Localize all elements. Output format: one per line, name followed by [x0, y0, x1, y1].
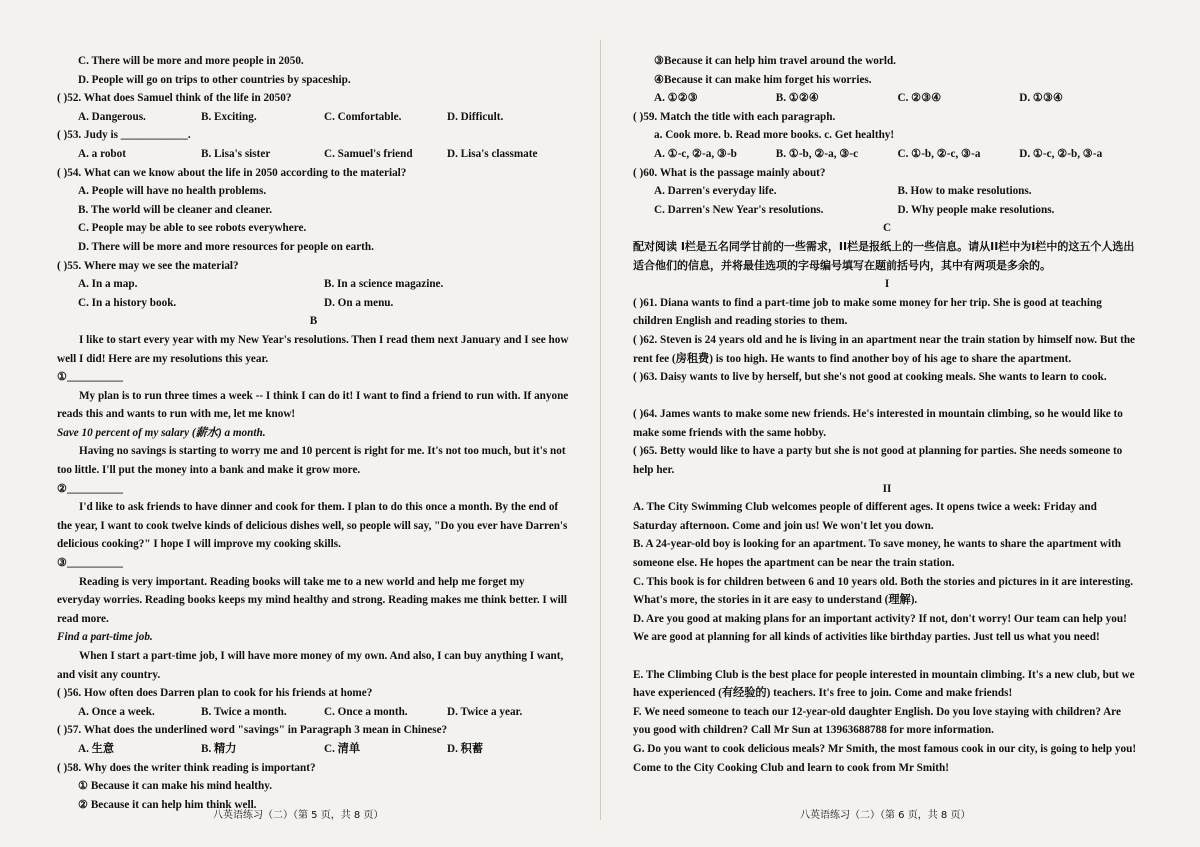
answer-option: A. ①-c, ②-a, ③-b — [654, 147, 737, 160]
answer-option: A. ①②③ — [654, 92, 698, 105]
answer-option: D. ①-c, ②-b, ③-a — [1019, 147, 1103, 160]
answer-option: B. How to make resolutions. — [897, 185, 1032, 198]
answer-options-row — [57, 275, 570, 294]
answer-option: B. In a science magazine. — [324, 278, 444, 291]
answer-options-row — [633, 145, 1141, 164]
text-line: D. Are you good at making plans for an important activity? If not, don't worry! Our team can help you! We are good at planning for all kinds of activities like birthday parties. Just tell us what you need! — [633, 612, 1127, 644]
answer-option: C. ①-b, ②-c, ③-a — [897, 147, 981, 160]
answer-option: C. ②③④ — [897, 92, 942, 105]
text-line: C — [882, 222, 892, 235]
text-line: A. The City Swimming Club welcomes people of different ages. It opens twice a week: Friday and Saturday afternoon. Come and join us! We won't let you down. — [633, 501, 1097, 532]
text-line: ② Because it can help him think well. — [78, 798, 257, 811]
answer-options-row — [633, 182, 1141, 201]
text-line: Save 10 percent of my salary (薪水) a month. — [57, 426, 266, 439]
answer-options-row — [57, 145, 570, 164]
answer-option: D. Lisa's classmate — [447, 147, 538, 160]
answer-option: A. Darren's everyday life. — [654, 185, 777, 198]
text-line: 配对阅读 I栏是五名同学甘前的一些需求，II栏是报纸上的一些信息。请从II栏中为I栏中的这五个人选出适合他们的信息，并将最佳选项的字母编号填写在题前括号内，其中有两项是多余的。 — [633, 239, 1135, 272]
text-line: a. Cook more. b. Read more books. c. Get healthy! — [654, 129, 895, 142]
text-line: ( )63. Daisy wants to live by herself, but she's not good at cooking meals. She wants to learn to cook. — [633, 371, 1107, 384]
answer-options-row — [57, 703, 570, 722]
text-line: ( )53. Judy is ____________. — [57, 129, 191, 142]
text-line: B — [309, 315, 318, 328]
text-line: My plan is to run three times a week -- I think I can do it! I want to find a friend to run with. If anyone reads this and wants to run with me, let me know! — [57, 389, 569, 421]
answer-option: B. Exciting. — [201, 110, 257, 123]
answer-option: B. Lisa's sister — [201, 147, 271, 160]
answer-options-row — [633, 89, 1141, 108]
answer-option: C. In a history book. — [78, 296, 177, 309]
answer-options-row — [57, 108, 570, 127]
answer-option: C. Samuel's friend — [324, 147, 413, 160]
text-line: ④Because it can make him forget his worries. — [654, 73, 872, 86]
text-line: Having no savings is starting to worry me and 10 percent is right for me. It's not too much, but it's not too little. I'll put the money into a bank and make it grow more. — [57, 445, 566, 477]
answer-option: C. Darren's New Year's resolutions. — [654, 203, 824, 216]
text-line: D. There will be more and more resources for people on earth. — [78, 240, 374, 253]
text-line: ( )56. How often does Darren plan to cook for his friends at home? — [57, 687, 373, 700]
text-line: ①__________ — [57, 371, 123, 384]
text-line: A. People will have no health problems. — [78, 185, 267, 198]
answer-option: B. ①②④ — [775, 92, 819, 105]
answer-option: D. On a menu. — [324, 296, 394, 309]
text-line: Find a part-time job. — [57, 631, 153, 644]
text-line: ① Because it can make his mind healthy. — [78, 780, 273, 793]
text-line: I — [884, 278, 890, 291]
text-line: ( )65. Betty would like to have a party but she is not good at planning for parties. She needs someone to help her. — [633, 445, 1123, 477]
text-line: ③Because it can help him travel around the world. — [654, 55, 896, 67]
answer-option: A. Once a week. — [78, 705, 155, 718]
text-line: ( )64. James wants to make some new friends. He's interested in mountain climbing, so he would like to make some friends with the same hobby. — [633, 408, 1123, 439]
text-line: B. A 24-year-old boy is looking for an apartment. To save money, he wants to share the apartment with someone else. He hopes the apartment can be near the train station. — [633, 538, 1122, 570]
answer-option: D. Why people make resolutions. — [897, 203, 1055, 216]
text-line: C. People may be able to see robots everywhere. — [78, 222, 307, 235]
text-line: G. Do you want to cook delicious meals? Mr Smith, the most famous cook in our city, is going to help you! Come to the City Cooking Club and learn to cook from Mr Smith! — [633, 742, 1137, 774]
text-line: C. This book is for children between 6 and 10 years old. Both the stories and pictures in it are interesting. What's more, the stories in it are easy to understand (理解). — [633, 575, 1134, 607]
text-line: F. We need someone to teach our 12-year-old daughter English. Do you love staying with children? Are you good with children? Call Mr Sun at 13963688788 for more information. — [633, 705, 1121, 737]
answer-option: A. In a map. — [78, 278, 138, 291]
text-line: ( )52. What does Samuel think of the life in 2050? — [57, 92, 292, 105]
text-line: D. People will go on trips to other countries by spaceship. — [78, 73, 351, 86]
text-line: When I start a part-time job, I will have more money of my own. And also, I can buy anything I want, and visit any country. — [57, 650, 564, 681]
right-page-footer: 八英语练习（二）（第 6 页，共 8 页） — [800, 810, 971, 821]
answer-option: C. Once a month. — [324, 705, 408, 718]
text-line: I like to start every year with my New Year's resolutions. Then I read them next January and I see how well I did! Here are my resolutions this year. — [57, 333, 569, 365]
text-line: ( )59. Match the title with each paragraph. — [633, 110, 836, 123]
answer-options-row — [57, 740, 570, 759]
text-line: ③__________ — [57, 557, 123, 570]
answer-option: D. ①③④ — [1019, 92, 1064, 105]
right-page-column — [633, 52, 1141, 777]
answer-options-row — [57, 294, 570, 313]
text-line: ( )62. Steven is 24 years old and he is living in an apartment near the train station by himself now. But the rent fee (房租费) is too high. He wants to find another boy of his age to share the apartment. — [633, 333, 1136, 365]
text-line: ( )55. Where may we see the material? — [57, 259, 239, 272]
answer-option: B. 精力 — [201, 743, 237, 755]
answer-option: B. Twice a month. — [201, 705, 287, 718]
answer-option: D. Twice a year. — [447, 705, 523, 718]
text-line: ( )60. What is the passage mainly about? — [633, 166, 826, 179]
text-line: ( )54. What can we know about the life in 2050 according to the material? — [57, 166, 407, 179]
text-line: Reading is very important. Reading books will take me to a new world and help me forget my everyday worries. Reading books keeps my mind healthy and strong. Reading makes me think better. I will read more. — [57, 575, 567, 625]
text-line: B. The world will be cleaner and cleaner. — [78, 203, 273, 216]
text-line: ( )58. Why does the writer think reading is important? — [57, 761, 316, 774]
answer-option: C. Comfortable. — [324, 110, 402, 123]
text-line: C. There will be more and more people in 2050. — [78, 55, 304, 67]
page-fold-divider — [600, 40, 601, 820]
left-page-column — [57, 52, 570, 814]
text-line: ②__________ — [57, 482, 123, 495]
answer-option: B. ①-b, ②-a, ③-c — [775, 147, 859, 160]
text-line: I'd like to ask friends to have dinner and cook for them. I plan to do this once a month. By the end of the year, I want to cook twelve kinds of delicious dishes well, so people will say, "Do you ever have Darren's delicious cooking?" I hope I will improve my cooking skills. — [57, 501, 568, 551]
text-line: E. The Climbing Club is the best place for people interested in mountain climbing. It's a new club, but we have experienced (有经验的) teachers. It's free to join. Come and make friends! — [633, 668, 1135, 700]
answer-options-row — [633, 201, 1141, 220]
answer-option: A. Dangerous. — [78, 110, 146, 123]
answer-option: D. 积蓄 — [447, 743, 484, 755]
answer-option: A. a robot — [78, 147, 126, 160]
text-line: II — [882, 482, 892, 495]
answer-option: A. 生意 — [78, 743, 115, 755]
answer-option: D. Difficult. — [447, 110, 504, 123]
left-page-footer: 八英语练习（二）（第 5 页，共 8 页） — [213, 810, 384, 821]
text-line: ( )61. Diana wants to find a part-time job to make some money for her trip. She is good at teaching children English and reading stories to them. — [633, 296, 1102, 328]
text-line: ( )57. What does the underlined word "savings" in Paragraph 3 mean in Chinese? — [57, 724, 448, 737]
answer-option: C. 清单 — [324, 743, 361, 755]
